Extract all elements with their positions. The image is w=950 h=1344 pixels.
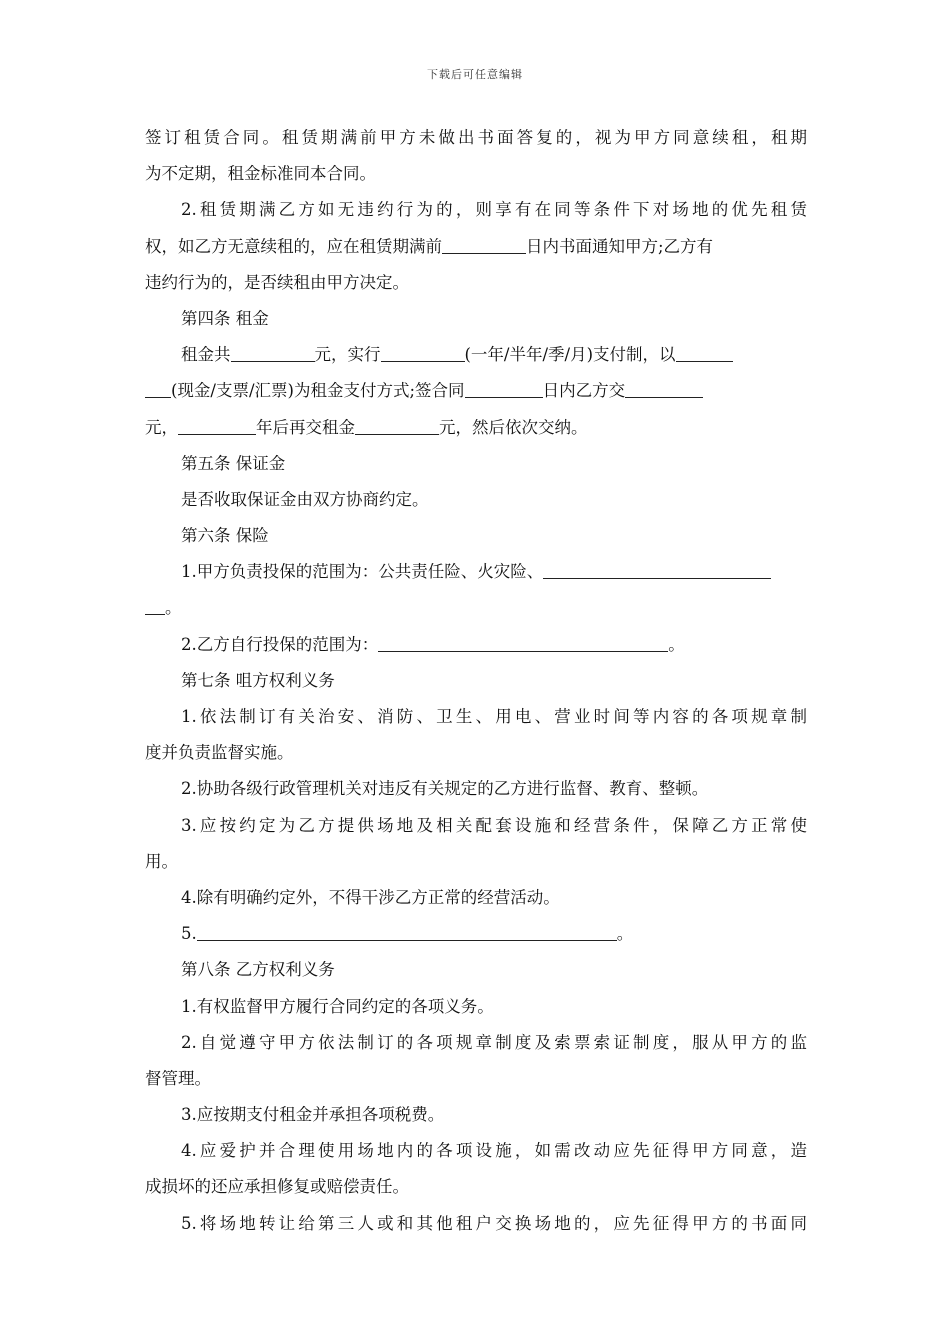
paragraph-line: 5.将场地转让给第三人或和其他租户交换场地的，应先征得甲方的书面同 [181, 1213, 807, 1233]
article-heading: 第七条 咀方权利义务 [181, 670, 335, 690]
article-heading: 第四条 租金 [181, 308, 269, 328]
text-run: (一年/半年/季/月)支付制，以 [464, 345, 676, 365]
paragraph-line: 用。 [145, 851, 178, 871]
paragraph-line [145, 373, 807, 409]
paragraph-line: 4.应爱护并合理使用场地内的各项设施，如需改动应先征得甲方同意，造 [181, 1141, 807, 1161]
article-heading: 第六条 保险 [181, 526, 269, 546]
blank-field[interactable] [676, 343, 733, 362]
article-heading: 第五条 保证金 [181, 453, 286, 473]
paragraph-line: 成损坏的还应承担修复或赔偿责任。 [145, 1177, 409, 1197]
paragraph-line: 2.协助各级行政管理机关对违反有关规定的乙方进行监督、教育、整顿。 [181, 779, 709, 799]
page-header: 下载后可任意编辑 [427, 68, 523, 81]
paragraph-line: 4.除有明确约定外，不得干涉乙方正常的经营活动。 [181, 887, 560, 907]
text-run: 权，如乙方无意续租的，应在租赁期满前 [145, 236, 442, 256]
blank-field[interactable] [378, 633, 668, 652]
text-run: 。 [165, 598, 182, 618]
paragraph-line [145, 590, 807, 626]
text-run: 租金共 [181, 345, 231, 365]
text-run: 。 [668, 634, 685, 654]
paragraph-line: 督管理。 [145, 1068, 211, 1088]
text-run: (现金/支票/汇票)为租金支付方式;签合同 [171, 381, 465, 401]
paragraph-line: 1.依法制订有关治安、消防、卫生、用电、营业时间等内容的各项规章制 [181, 707, 807, 726]
paragraph-line: 3.应按期支付租金并承担各项税费。 [181, 1105, 445, 1125]
paragraph-line [145, 554, 807, 590]
blank-field[interactable] [231, 343, 315, 362]
paragraph-line: 签订租赁合同。租赁期满前甲方未做出书面答复的，视为甲方同意续租，租期 [145, 128, 807, 147]
paragraph-line: 3.应按约定为乙方提供场地及相关配套设施和经营条件，保障乙方正常使 [181, 815, 807, 835]
paragraph-line: 违约行为的，是否续租由甲方决定。 [145, 272, 409, 292]
text-run: 2.乙方自行投保的范围为： [181, 634, 379, 654]
text-run: 日内乙方交 [542, 381, 626, 401]
text-run: 元，实行 [314, 345, 381, 365]
blank-field[interactable] [465, 379, 543, 398]
paragraph-line: 2.租赁期满乙方如无违约行为的，则享有在同等条件下对场地的优先租赁 [181, 200, 807, 220]
text-run: 。 [616, 924, 634, 944]
paragraph-line: 为不定期，租金标准同本合同。 [145, 164, 376, 184]
blank-field[interactable] [197, 922, 617, 941]
blank-field[interactable] [145, 379, 171, 398]
document-body [145, 120, 807, 1242]
paragraph-line [145, 410, 807, 446]
blank-field[interactable] [355, 416, 439, 435]
paragraph-line: 1.有权监督甲方履行合同约定的各项义务。 [181, 996, 494, 1016]
text-run: 1.甲方负责投保的范围为：公共责任险、火灾险、 [181, 562, 544, 582]
text-run: 元， [145, 417, 178, 437]
paragraph-line [145, 916, 807, 952]
paragraph-line: 是否收取保证金由双方协商约定。 [181, 489, 429, 509]
blank-field[interactable] [178, 416, 256, 435]
paragraph-line: 2.自觉遵守甲方依法制订的各项规章制度及索票索证制度，服从甲方的监 [181, 1032, 807, 1052]
text-run: 年后再交租金 [256, 417, 355, 437]
blank-field[interactable] [145, 596, 165, 615]
paragraph-line [145, 337, 807, 373]
blank-field[interactable] [442, 235, 526, 254]
paragraph-line [145, 229, 807, 265]
text-run: 日内书面通知甲方;乙方有 [526, 236, 714, 256]
paragraph-line: 度并负责监督实施。 [145, 743, 294, 763]
blank-field[interactable] [543, 560, 771, 579]
blank-field[interactable] [625, 379, 703, 398]
text-run: 元，然后依次交纳。 [439, 417, 588, 437]
blank-field[interactable] [381, 343, 465, 362]
text-run: 5. [181, 924, 197, 944]
article-heading: 第八条 乙方权利义务 [181, 960, 335, 980]
paragraph-line [145, 627, 807, 663]
